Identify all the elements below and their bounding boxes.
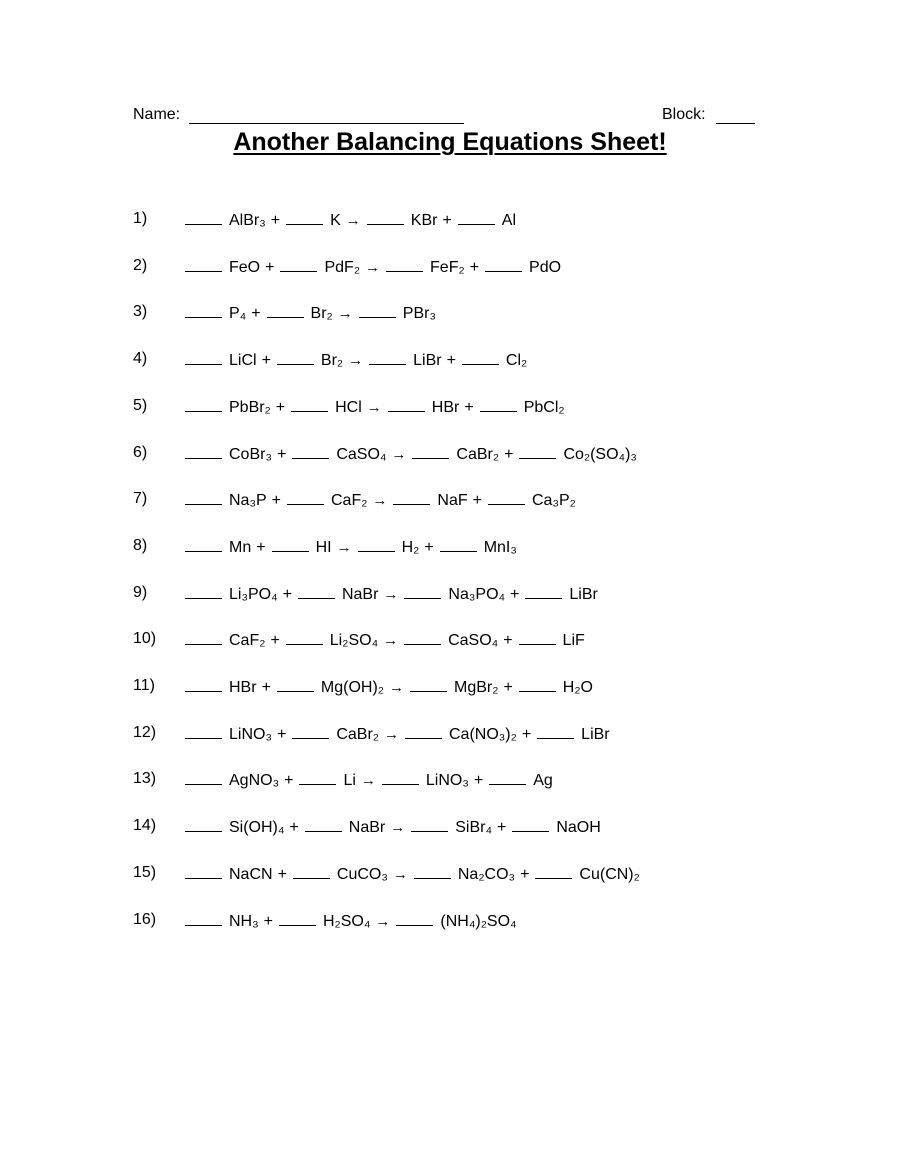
coefficient-blank[interactable]	[286, 630, 323, 645]
product-formula: KBr	[410, 212, 438, 229]
equation-body	[185, 864, 645, 884]
yields-arrow-icon: →	[366, 399, 382, 416]
coefficient-blank[interactable]	[272, 537, 309, 552]
product-formula: LiBr	[569, 586, 598, 603]
coefficient-blank[interactable]	[489, 770, 526, 785]
plus-sign: +	[521, 726, 532, 743]
coefficient-blank[interactable]	[359, 303, 396, 318]
reactant-formula: HBr	[229, 679, 257, 696]
product-formula: (NH₄)₂SO₄	[440, 913, 517, 930]
reactant-formula: NaCN	[229, 866, 273, 883]
equation-row	[133, 490, 753, 512]
equation-body	[185, 444, 642, 464]
product-formula: PBr₃	[402, 305, 436, 322]
coefficient-blank[interactable]	[386, 257, 423, 272]
plus-sign: +	[442, 212, 452, 229]
block-blank-line[interactable]	[716, 123, 755, 124]
equation-row	[133, 911, 753, 933]
product-formula: H₂	[401, 539, 420, 556]
coefficient-blank[interactable]	[412, 444, 449, 459]
coefficient-blank[interactable]	[396, 911, 433, 926]
coefficient-blank[interactable]	[185, 490, 222, 505]
yields-arrow-icon: →	[391, 446, 407, 463]
coefficient-blank[interactable]	[519, 630, 556, 645]
plus-sign: +	[270, 212, 281, 229]
equation-row	[133, 817, 753, 839]
plus-sign: +	[289, 819, 299, 836]
product-formula: NaF	[437, 492, 468, 509]
reactant-formula: CaBr₂	[336, 726, 379, 743]
equation-row	[133, 584, 753, 606]
coefficient-blank[interactable]	[404, 630, 441, 645]
product-formula: PdO	[529, 259, 562, 276]
product-formula: MgBr₂	[454, 679, 499, 696]
plus-sign: +	[263, 913, 273, 930]
yields-arrow-icon: →	[336, 539, 352, 556]
coefficient-blank[interactable]	[367, 210, 404, 225]
plus-sign: +	[469, 259, 480, 276]
product-formula: MnI₃	[483, 539, 517, 556]
product-formula: H₂O	[562, 679, 593, 696]
coefficient-blank[interactable]	[185, 537, 222, 552]
yields-arrow-icon: →	[345, 212, 361, 229]
plus-sign: +	[265, 259, 275, 276]
coefficient-blank[interactable]	[185, 911, 222, 926]
plus-sign: +	[472, 492, 482, 509]
plus-sign: +	[446, 352, 456, 369]
product-formula: PbCl₂	[523, 399, 565, 416]
reactant-formula: CaF₂	[229, 632, 266, 649]
reactant-formula: H₂SO₄	[322, 913, 371, 930]
coefficient-blank[interactable]	[410, 677, 447, 692]
reactant-formula: Br₂	[320, 352, 344, 369]
reactant-formula: CoBr₃	[229, 446, 272, 463]
equation-row	[133, 303, 753, 325]
reactant-formula: Na₃P	[229, 492, 267, 509]
equation-body	[185, 584, 603, 604]
header	[133, 106, 755, 128]
equation-row	[133, 537, 753, 559]
equation-number: 5)	[133, 397, 148, 414]
plus-sign: +	[282, 586, 292, 603]
equation-body	[185, 911, 522, 931]
reactant-formula: HI	[315, 539, 332, 556]
coefficient-blank[interactable]	[185, 677, 222, 692]
plus-sign: +	[261, 679, 271, 696]
coefficient-blank[interactable]	[185, 724, 222, 739]
yields-arrow-icon: →	[383, 726, 399, 743]
equation-number: 16)	[133, 911, 157, 928]
equation-number: 9)	[133, 584, 148, 601]
equation-body	[185, 490, 581, 510]
coefficient-blank[interactable]	[382, 770, 419, 785]
equation-number: 8)	[133, 537, 148, 554]
equation-body	[185, 537, 522, 557]
plus-sign: +	[473, 772, 484, 789]
equation-body	[185, 350, 532, 370]
coefficient-blank[interactable]	[185, 770, 222, 785]
coefficient-blank[interactable]	[535, 864, 572, 879]
plus-sign: +	[270, 632, 280, 649]
yields-arrow-icon: →	[337, 305, 353, 322]
yields-arrow-icon: →	[375, 913, 391, 930]
reactant-formula: PbBr₂	[229, 399, 271, 416]
coefficient-blank[interactable]	[185, 817, 222, 832]
product-formula: Al	[501, 212, 517, 229]
coefficient-blank[interactable]	[277, 350, 314, 365]
plus-sign: +	[504, 446, 514, 463]
page-title: Another Balancing Equations Sheet!	[233, 128, 667, 156]
name-label: Name:	[133, 106, 181, 123]
reactant-formula: Li₂SO₄	[329, 632, 379, 649]
equation-row	[133, 630, 753, 652]
reactant-formula: CaF₂	[330, 492, 368, 509]
equation-body	[185, 677, 598, 697]
plus-sign: +	[503, 679, 513, 696]
yields-arrow-icon: →	[390, 819, 406, 836]
coefficient-blank[interactable]	[537, 724, 574, 739]
equation-row	[133, 397, 753, 419]
product-formula: Ca(NO₃)₂	[448, 726, 517, 743]
yields-arrow-icon: →	[372, 492, 388, 509]
equation-number: 11)	[133, 677, 155, 694]
block-label: Block:	[662, 106, 706, 123]
coefficient-blank[interactable]	[185, 257, 222, 272]
plus-sign: +	[275, 399, 286, 416]
coefficient-blank[interactable]	[277, 677, 314, 692]
coefficient-blank[interactable]	[485, 257, 522, 272]
product-formula: Na₂CO₃	[457, 866, 516, 883]
plus-sign: +	[256, 539, 266, 556]
coefficient-blank[interactable]	[369, 350, 406, 365]
equation-number: 10)	[133, 630, 157, 647]
reactant-formula: LiCl	[229, 352, 257, 369]
yields-arrow-icon: →	[360, 772, 376, 789]
name-blank-line[interactable]	[189, 123, 464, 124]
reactant-formula: Li	[343, 772, 356, 789]
coefficient-blank[interactable]	[292, 724, 329, 739]
equation-row	[133, 444, 753, 466]
equation-number: 1)	[133, 210, 148, 227]
plus-sign: +	[284, 772, 294, 789]
product-formula: FeF₂	[430, 259, 465, 276]
equation-row	[133, 864, 753, 886]
coefficient-blank[interactable]	[185, 210, 222, 225]
product-formula: CaSO₄	[448, 632, 499, 649]
coefficient-blank[interactable]	[185, 584, 222, 599]
product-formula: CaBr₂	[456, 446, 500, 463]
coefficient-blank[interactable]	[185, 630, 222, 645]
coefficient-blank[interactable]	[293, 864, 330, 879]
equation-row	[133, 677, 753, 699]
coefficient-blank[interactable]	[305, 817, 342, 832]
product-formula: HBr	[431, 399, 460, 416]
reactant-formula: K	[330, 212, 341, 229]
reactant-formula: Br₂	[310, 305, 333, 322]
coefficient-blank[interactable]	[280, 257, 317, 272]
plus-sign: +	[276, 446, 287, 463]
yields-arrow-icon: →	[389, 679, 404, 696]
yields-arrow-icon: →	[392, 866, 408, 883]
plus-sign: +	[271, 492, 281, 509]
equation-number: 3)	[133, 303, 148, 320]
equation-number: 6)	[133, 444, 148, 461]
plus-sign: +	[496, 819, 507, 836]
coefficient-blank[interactable]	[405, 724, 442, 739]
equation-row	[133, 770, 753, 792]
coefficient-blank[interactable]	[388, 397, 425, 412]
yields-arrow-icon: →	[383, 586, 399, 603]
equation-number: 12)	[133, 724, 157, 741]
coefficient-blank[interactable]	[414, 864, 451, 879]
coefficient-blank[interactable]	[519, 677, 556, 692]
coefficient-blank[interactable]	[404, 584, 441, 599]
coefficient-blank[interactable]	[185, 444, 222, 459]
coefficient-blank[interactable]	[299, 770, 336, 785]
equation-body	[185, 257, 566, 277]
coefficient-blank[interactable]	[393, 490, 430, 505]
reactant-formula: PdF₂	[324, 259, 361, 276]
equation-body	[185, 817, 606, 837]
coefficient-blank[interactable]	[291, 397, 328, 412]
equation-body	[185, 630, 590, 650]
product-formula: NaOH	[556, 819, 601, 836]
reactant-formula: NaBr	[348, 819, 386, 836]
reactant-formula: AgNO₃	[229, 772, 280, 789]
coefficient-blank[interactable]	[279, 911, 316, 926]
coefficient-blank[interactable]	[292, 444, 329, 459]
equation-body	[185, 724, 615, 744]
equation-row	[133, 350, 753, 372]
coefficient-blank[interactable]	[185, 864, 222, 879]
coefficient-blank[interactable]	[525, 584, 562, 599]
equation-body	[185, 210, 521, 230]
reactant-formula: CuCO₃	[336, 866, 388, 883]
coefficient-blank[interactable]	[185, 397, 222, 412]
plus-sign: +	[251, 305, 261, 322]
coefficient-blank[interactable]	[185, 350, 222, 365]
product-formula: LiBr	[581, 726, 610, 743]
reactant-formula: HCl	[335, 399, 362, 416]
equation-number: 14)	[133, 817, 157, 834]
equation-number: 4)	[133, 350, 148, 367]
equation-row	[133, 257, 753, 279]
yields-arrow-icon: →	[383, 632, 399, 649]
product-formula: Ca₃P₂	[532, 492, 576, 509]
equation-body	[185, 770, 558, 790]
reactant-formula: Li₃PO₄	[229, 586, 278, 603]
coefficient-blank[interactable]	[519, 444, 556, 459]
equation-body	[185, 303, 441, 323]
coefficient-blank[interactable]	[512, 817, 549, 832]
plus-sign: +	[261, 352, 271, 369]
plus-sign: +	[503, 632, 513, 649]
reactant-formula: Mg(OH)₂	[320, 679, 384, 696]
coefficient-blank[interactable]	[440, 537, 477, 552]
equation-number: 13)	[133, 770, 157, 787]
equation-row	[133, 210, 753, 232]
equation-number: 2)	[133, 257, 148, 274]
equation-body	[185, 397, 570, 417]
reactant-formula: FeO	[229, 259, 261, 276]
product-formula: SiBr₄	[455, 819, 492, 836]
product-formula: Ag	[533, 772, 553, 789]
yields-arrow-icon: →	[348, 352, 364, 369]
reactant-formula: NH₃	[229, 913, 259, 930]
coefficient-blank[interactable]	[458, 210, 495, 225]
equation-number: 7)	[133, 490, 148, 507]
plus-sign: +	[424, 539, 434, 556]
yields-arrow-icon: →	[365, 259, 381, 276]
product-formula: Co₂(SO₄)₃	[563, 446, 637, 463]
plus-sign: +	[276, 726, 287, 743]
product-formula: LiF	[562, 632, 585, 649]
plus-sign: +	[520, 866, 530, 883]
coefficient-blank[interactable]	[411, 817, 448, 832]
plus-sign: +	[464, 399, 474, 416]
reactant-formula: AlBr₃	[229, 212, 266, 229]
coefficient-blank[interactable]	[488, 490, 525, 505]
product-formula: LiNO₃	[425, 772, 469, 789]
product-formula: Cl₂	[505, 352, 528, 369]
reactant-formula: LiNO₃	[229, 726, 272, 743]
coefficient-blank[interactable]	[267, 303, 304, 318]
reactant-formula: Si(OH)₄	[229, 819, 285, 836]
coefficient-blank[interactable]	[480, 397, 517, 412]
coefficient-blank[interactable]	[286, 210, 323, 225]
coefficient-blank[interactable]	[298, 584, 335, 599]
equation-row	[133, 724, 753, 746]
reactant-formula: CaSO₄	[336, 446, 387, 463]
reactant-formula: NaBr	[341, 586, 379, 603]
reactant-formula: P₄	[229, 305, 247, 322]
product-formula: Cu(CN)₂	[579, 866, 640, 883]
plus-sign: +	[510, 586, 520, 603]
product-formula: Na₃PO₄	[448, 586, 506, 603]
plus-sign: +	[277, 866, 287, 883]
coefficient-blank[interactable]	[462, 350, 499, 365]
coefficient-blank[interactable]	[358, 537, 395, 552]
product-formula: LiBr	[413, 352, 442, 369]
coefficient-blank[interactable]	[185, 303, 222, 318]
equation-number: 15)	[133, 864, 157, 881]
coefficient-blank[interactable]	[287, 490, 324, 505]
reactant-formula: Mn	[229, 539, 252, 556]
